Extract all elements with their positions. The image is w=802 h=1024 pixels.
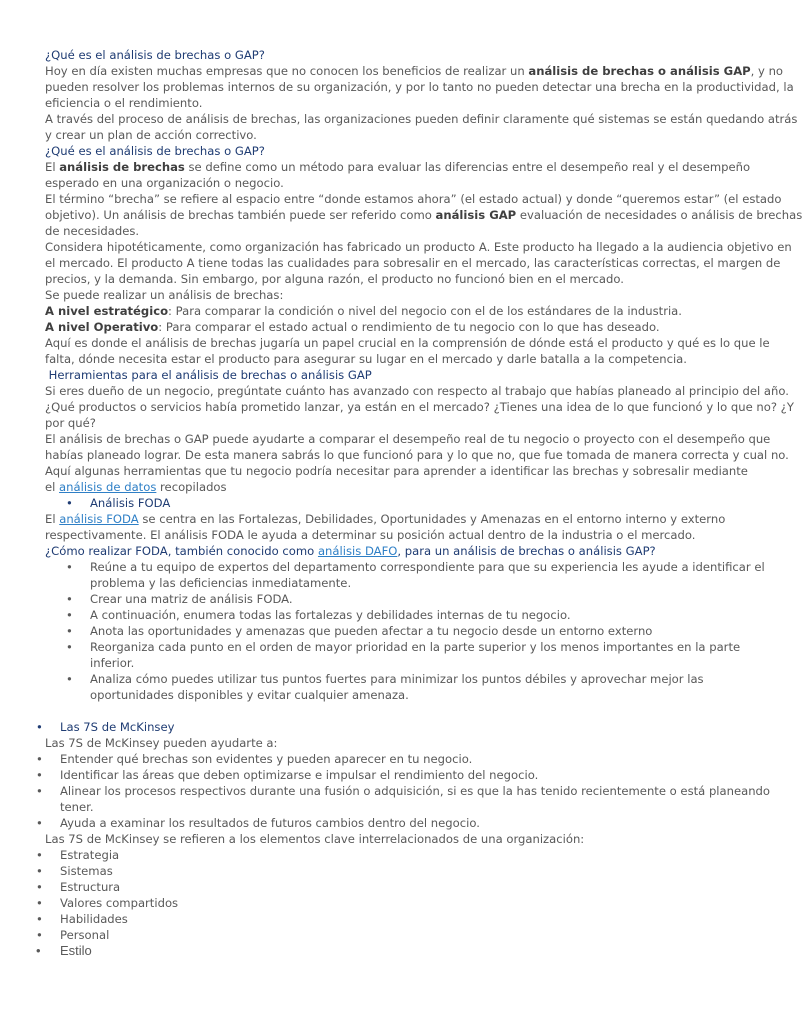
list-item — [45, 559, 765, 575]
bullet-dot-icon: • — [36, 720, 43, 734]
list-item-label: Estilo — [60, 943, 92, 958]
paragraph-strategic-level — [45, 303, 725, 319]
bold-text: análisis de brechas o análisis GAP — [528, 64, 751, 78]
bullet-dot-icon: • — [66, 608, 73, 622]
text: , para un análisis de brechas o análisis GAP? — [397, 544, 656, 558]
paragraph-definition-line: esperado en una organización o negocio. — [45, 176, 284, 190]
list-item-label: Estrategia — [60, 848, 120, 862]
list-item-label: inferior. — [90, 656, 135, 670]
mckinsey-uses-list — [36, 751, 771, 831]
bullet-foda — [45, 495, 725, 511]
list-item — [36, 863, 725, 879]
bullet-label: Las 7S de McKinsey — [60, 720, 175, 734]
heading-what-is-gap-2: ¿Qué es el análisis de brechas o GAP? — [45, 144, 265, 158]
paragraph-owner-line: ¿Qué productos o servicios había prometido lanzar, ya están en el mercado? ¿Tienes una idea de lo que funcionó y lo que no? ¿Y — [45, 400, 794, 414]
bullet-dot-icon: • — [66, 592, 73, 606]
paragraph-process: A través del proceso de análisis de brechas, las organizaciones pueden definir claramente qué sistemas se están quedando atrás — [45, 112, 798, 126]
bullet-dot-icon: • — [36, 784, 43, 798]
bullet-dot-icon: • — [36, 896, 43, 910]
paragraph-owner-line: por qué? — [45, 416, 96, 430]
paragraph-tools-intro: Aquí algunas herramientas que tu negocio podría necesitar para aprender a identificar las brechas y sobresalir mediante — [45, 464, 748, 478]
bullet-mckinsey — [36, 719, 725, 735]
bullet-dot-icon: • — [66, 624, 73, 638]
list-item-label: Crear una matriz de análisis FODA. — [90, 592, 293, 606]
text: : Para comparar la condición o nivel del negocio con el de los estándares de la industria. — [168, 304, 682, 318]
text: se define como un método para evaluar las diferencias entre el desempeño real y el desempeño — [184, 160, 751, 174]
paragraph-role: Aquí es donde el análisis de brechas jugaría un papel crucial en la comprensión de dónde está el producto y qué es lo que le — [45, 336, 770, 350]
list-item-label: Habilidades — [60, 912, 128, 926]
bullet-dot-icon: • — [36, 943, 41, 958]
bold-text: A nivel Operativo — [45, 320, 159, 334]
list-item-label: Valores compartidos — [60, 896, 179, 910]
list-item-label: Analiza cómo puedes utilizar tus puntos fuertes para minimizar los puntos débiles y aprovechar mejor las — [90, 672, 704, 686]
link-dafo[interactable]: análisis DAFO — [317, 544, 398, 558]
text: : Para comparar el estado actual o rendimiento de tu negocio con lo que has deseado. — [158, 320, 660, 334]
list-item — [45, 687, 725, 703]
list-item-label: Sistemas — [60, 864, 113, 878]
list-item-label: Personal — [60, 928, 110, 942]
heading-what-is-gap: ¿Qué es el análisis de brechas o GAP? — [45, 48, 265, 62]
mckinsey-intro: Las 7S de McKinsey pueden ayudarte a: — [45, 736, 278, 750]
list-item — [36, 767, 725, 783]
text: Hoy en día existen muchas empresas que no conocen los beneficios de realizar un — [45, 64, 529, 78]
list-item — [45, 607, 725, 623]
mckinsey-elements-intro: Las 7S de McKinsey se refieren a los elementos clave interrelacionados de una organización: — [45, 832, 585, 846]
list-item — [45, 575, 725, 591]
bullet-dot-icon: • — [66, 672, 73, 686]
bullet-dot-icon: • — [36, 848, 43, 862]
list-item-label: Reorganiza cada punto en el orden de mayor prioridad en la parte superior y los menos importantes en la parte — [90, 640, 741, 654]
list-item — [36, 783, 771, 799]
list-item — [36, 815, 725, 831]
list-item — [45, 655, 725, 671]
bold-text: análisis GAP — [435, 208, 517, 222]
heading-tools: Herramientas para el análisis de brechas o análisis GAP — [45, 368, 372, 382]
list-item-label: Reúne a tu equipo de expertos del departamento correspondiente para que su experiencia les ayude a identificar el — [90, 560, 765, 574]
text: evaluación de necesidades o análisis de brechas — [516, 208, 802, 222]
bullet-dot-icon: • — [36, 912, 43, 926]
paragraph-intro-line: pueden resolver los problemas internos de su organización, y por lo tanto no pueden detectar una brecha en la productividad, la — [45, 80, 794, 94]
paragraph-operational-level — [45, 319, 725, 335]
mckinsey-elements-list — [36, 847, 725, 943]
list-item — [45, 671, 725, 687]
text: ¿Cómo realizar FODA, también conocido como — [45, 544, 318, 558]
list-item-estilo — [36, 943, 725, 959]
document-body — [36, 47, 802, 959]
list-item — [36, 879, 725, 895]
text: El — [45, 160, 60, 174]
paragraph-intro-line: eficiencia o el rendimiento. — [45, 96, 203, 110]
list-item — [45, 591, 725, 607]
bold-text: análisis de brechas — [59, 160, 185, 174]
paragraph-levels-intro: Se puede realizar un análisis de brechas: — [45, 288, 284, 302]
paragraph-tools-intro-line — [45, 479, 725, 495]
list-item — [36, 751, 725, 767]
bullet-dot-icon: • — [36, 928, 43, 942]
bullet-dot-icon: • — [36, 880, 43, 894]
paragraph-compare-line: habías planeado lograr. De esta manera sabrás lo que funcionó para y lo que no, que fue tomada de manera correcta y cual no. — [45, 448, 789, 462]
heading-how-foda — [45, 543, 725, 559]
paragraph-owner: Si eres dueño de un negocio, pregúntate cuánto has avanzado con respecto al trabajo que habías planeado al principio del año. — [45, 384, 789, 398]
paragraph-hypothetical: Considera hipotéticamente, como organización has fabricado un producto A. Este producto ha llegado a la audiencia objetivo en — [45, 240, 792, 254]
list-item — [36, 847, 725, 863]
list-item — [36, 927, 725, 943]
list-item — [45, 799, 725, 815]
paragraph-role-line: falta, dónde necesita estar el producto para asegurar su lugar en el mercado y darle batalla a la competencia. — [45, 352, 687, 366]
list-item — [36, 911, 725, 927]
bullet-dot-icon: • — [66, 560, 73, 574]
text: recopilados — [156, 480, 227, 494]
list-item — [45, 639, 741, 655]
paragraph-term-line — [45, 207, 802, 223]
text: objetivo). Un análisis de brechas también puede ser referido como — [45, 208, 436, 222]
list-item-label: Entender qué brechas son evidentes y pueden aparecer en tu negocio. — [60, 752, 473, 766]
bold-text: A nivel estratégico — [45, 304, 169, 318]
paragraph-definition — [45, 159, 751, 175]
paragraph-term: El término “brecha” se refiere al espacio entre “donde estamos ahora” (el estado actual) y donde “queremos estar” (el estado — [45, 192, 782, 206]
list-item-label: Alinear los procesos respectivos durante una fusión o adquisición, si es que la has tenido recientemente o está planeando — [60, 784, 771, 798]
bullet-dot-icon: • — [66, 640, 73, 654]
list-item-label: Estructura — [60, 880, 121, 894]
list-item-label: Ayuda a examinar los resultados de futuros cambios dentro del negocio. — [60, 816, 480, 830]
paragraph-hypothetical-line: precios, y la demanda. Sin embargo, por alguna razón, el producto no funcionó bien en el mercado. — [45, 272, 624, 286]
paragraph-compare: El análisis de brechas o GAP puede ayudarte a comparar el desempeño real de tu negocio o proyecto con el desempeño que — [45, 432, 771, 446]
link-foda[interactable]: análisis FODA — [59, 512, 139, 526]
foda-steps-list — [45, 559, 765, 703]
paragraph-process-line: y crear un plan de acción correctivo. — [45, 128, 257, 142]
text: , y no — [750, 64, 784, 78]
paragraph-foda — [45, 511, 725, 527]
list-item-label: problema y las deficiencias inmediatamente. — [90, 576, 352, 590]
list-item-label: Anota las oportunidades y amenazas que pueden afectar a tu negocio desde un entorno externo — [90, 624, 653, 638]
bullet-dot-icon: • — [36, 816, 43, 830]
bullet-label: Análisis FODA — [90, 496, 171, 510]
bullet-dot-icon: • — [36, 768, 43, 782]
bullet-dot-icon: • — [36, 864, 43, 878]
paragraph-term-line: de necesidades. — [45, 224, 140, 238]
list-item — [45, 623, 725, 639]
paragraph-intro — [45, 63, 784, 79]
spacer — [45, 703, 725, 719]
list-item-label: oportunidades disponibles y evitar cualquier amenaza. — [90, 688, 409, 702]
bullet-dot-icon: • — [66, 496, 73, 510]
bullet-dot-icon: • — [36, 752, 43, 766]
text: se centra en las Fortalezas, Debilidades, Oportunidades y Amenazas en el entorno interno y externo — [138, 512, 726, 526]
paragraph-foda-line: respectivamente. El análisis FODA le ayuda a determinar su posición actual dentro de la industria o el mercado. — [45, 528, 696, 542]
link-data-analysis[interactable]: análisis de datos — [59, 480, 157, 494]
list-item-label: tener. — [60, 800, 94, 814]
list-item-label: A continuación, enumera todas las fortalezas y debilidades internas de tu negocio. — [90, 608, 571, 622]
list-item-label: Identificar las áreas que deben optimizarse e impulsar el rendimiento del negocio. — [60, 768, 539, 782]
paragraph-hypothetical-line: el mercado. El producto A tiene todas las cualidades para sobresalir en el mercado, las características correctas, el margen de — [45, 256, 781, 270]
list-item — [36, 895, 725, 911]
text: El — [45, 512, 60, 526]
text: el — [45, 480, 60, 494]
